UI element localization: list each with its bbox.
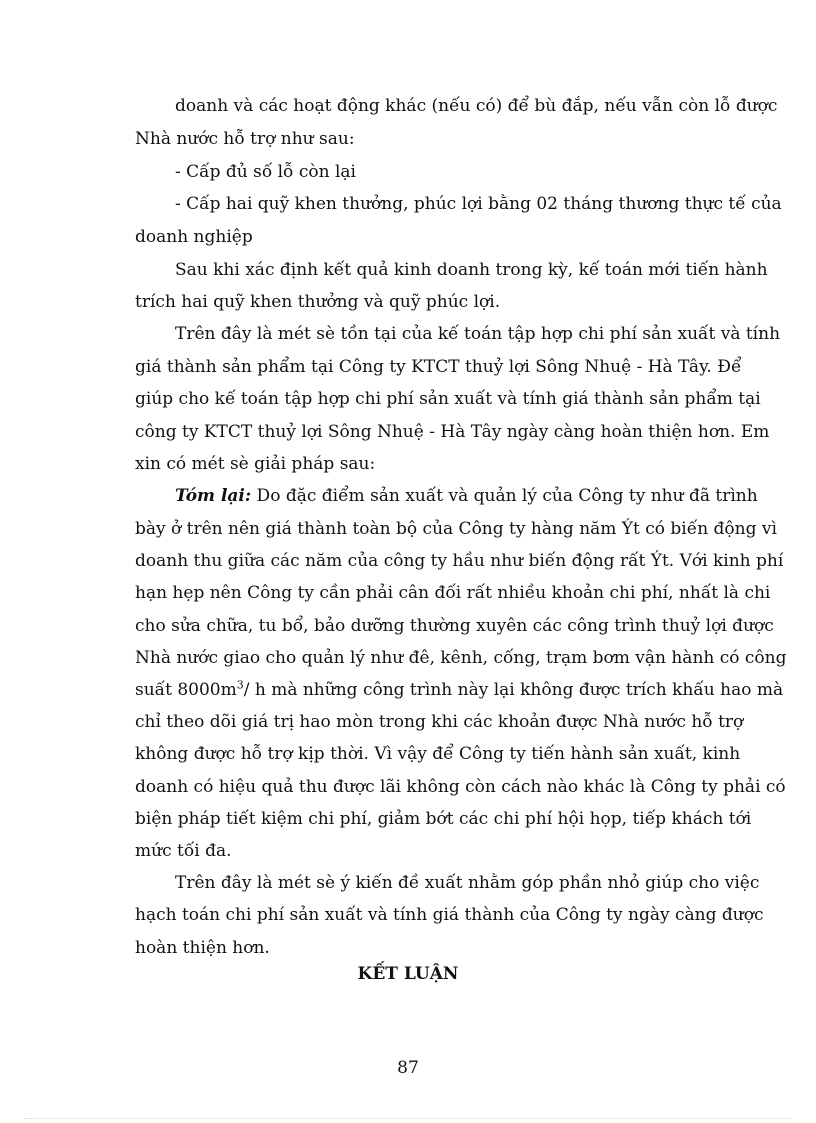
text-line: trích hai quỹ khen thưởng và quỹ phúc lợi. xyxy=(135,292,501,312)
text-line: cho sửa chữa, tu bổ, bảo dưỡng thường xuyên các công trình thuỷ lợi được xyxy=(135,616,774,636)
capacity-text: suất 8000m xyxy=(135,680,237,700)
text-line: mức tối đa. xyxy=(135,841,232,861)
text-line: doanh nghiệp xyxy=(135,227,253,247)
text-line: Nhà nước giao cho quản lý như đê, kênh, cống, trạm bơm vận hành có công xyxy=(135,648,787,668)
summary-line xyxy=(175,485,758,507)
summary-label: Tóm lại: xyxy=(175,486,252,506)
text-line: Nhà nước hỗ trợ như sau: xyxy=(135,129,355,149)
list-item: - Cấp hai quỹ khen thưởng, phúc lợi bằng 02 tháng thương thực tế của xyxy=(175,194,782,214)
text-line: hạn hẹp nên Công ty cần phải cân đối rất nhiều khoản chi phí, nhất là chi xyxy=(135,583,771,603)
page-number: 87 xyxy=(397,1058,419,1078)
text-line: biện pháp tiết kiệm chi phí, giảm bớt các chi phí hội họp, tiếp khách tới xyxy=(135,809,752,829)
text-line: doanh có hiệu quả thu được lãi không còn cách nào khác là Công ty phải có xyxy=(135,777,786,797)
section-heading: KẾT LUẬN xyxy=(357,964,459,984)
text-line: chỉ theo dõi giá trị hao mòn trong khi các khoản được Nhà nước hỗ trợ xyxy=(135,712,744,732)
text-line: hoàn thiện hơn. xyxy=(135,938,270,958)
text-line: doanh và các hoạt động khác (nếu có) để bù đắp, nếu vẫn còn lỗ được xyxy=(175,96,778,116)
superscript: 3 xyxy=(236,678,244,692)
text-line: Trên đây là mét sè tồn tại của kế toán tập hợp chi phí sản xuất và tính xyxy=(175,324,781,344)
text-line: giúp cho kế toán tập hợp chi phí sản xuất và tính giá thành sản phẩm tại xyxy=(135,389,761,409)
text-continuation: / h mà những công trình này lại không được trích khấu hao mà xyxy=(243,680,784,700)
text-line: giá thành sản phẩm tại Công ty KTCT thuỷ lợi Sông Nhuệ - Hà Tây. Để xyxy=(135,357,742,377)
text-line: công ty KTCT thuỷ lợi Sông Nhuệ - Hà Tây ngày càng hoàn thiện hơn. Em xyxy=(135,422,770,442)
text-line: Sau khi xác định kết quả kinh doanh trong kỳ, kế toán mới tiến hành xyxy=(175,260,768,280)
text-line: Trên đây là mét sè ý kiến đề xuất nhằm góp phần nhỏ giúp cho việc xyxy=(175,873,760,893)
page-bottom-divider xyxy=(24,1118,792,1119)
text-line xyxy=(135,678,784,701)
text-line: hạch toán chi phí sản xuất và tính giá thành của Công ty ngày càng được xyxy=(135,905,764,925)
summary-text: Do đặc điểm sản xuất và quản lý của Công ty như đã trình xyxy=(251,486,758,506)
list-item: - Cấp đủ số lỗ còn lại xyxy=(175,162,356,182)
text-line: xin có mét sè giải pháp sau: xyxy=(135,454,376,474)
text-line: bày ở trên nên giá thành toàn bộ của Công ty hàng năm Ýt có biến động vì xyxy=(135,519,777,539)
text-line: không được hỗ trợ kịp thời. Vì vậy để Công ty tiến hành sản xuất, kinh xyxy=(135,744,741,764)
text-line: doanh thu giữa các năm của công ty hầu như biến động rất Ýt. Với kinh phí xyxy=(135,551,784,571)
